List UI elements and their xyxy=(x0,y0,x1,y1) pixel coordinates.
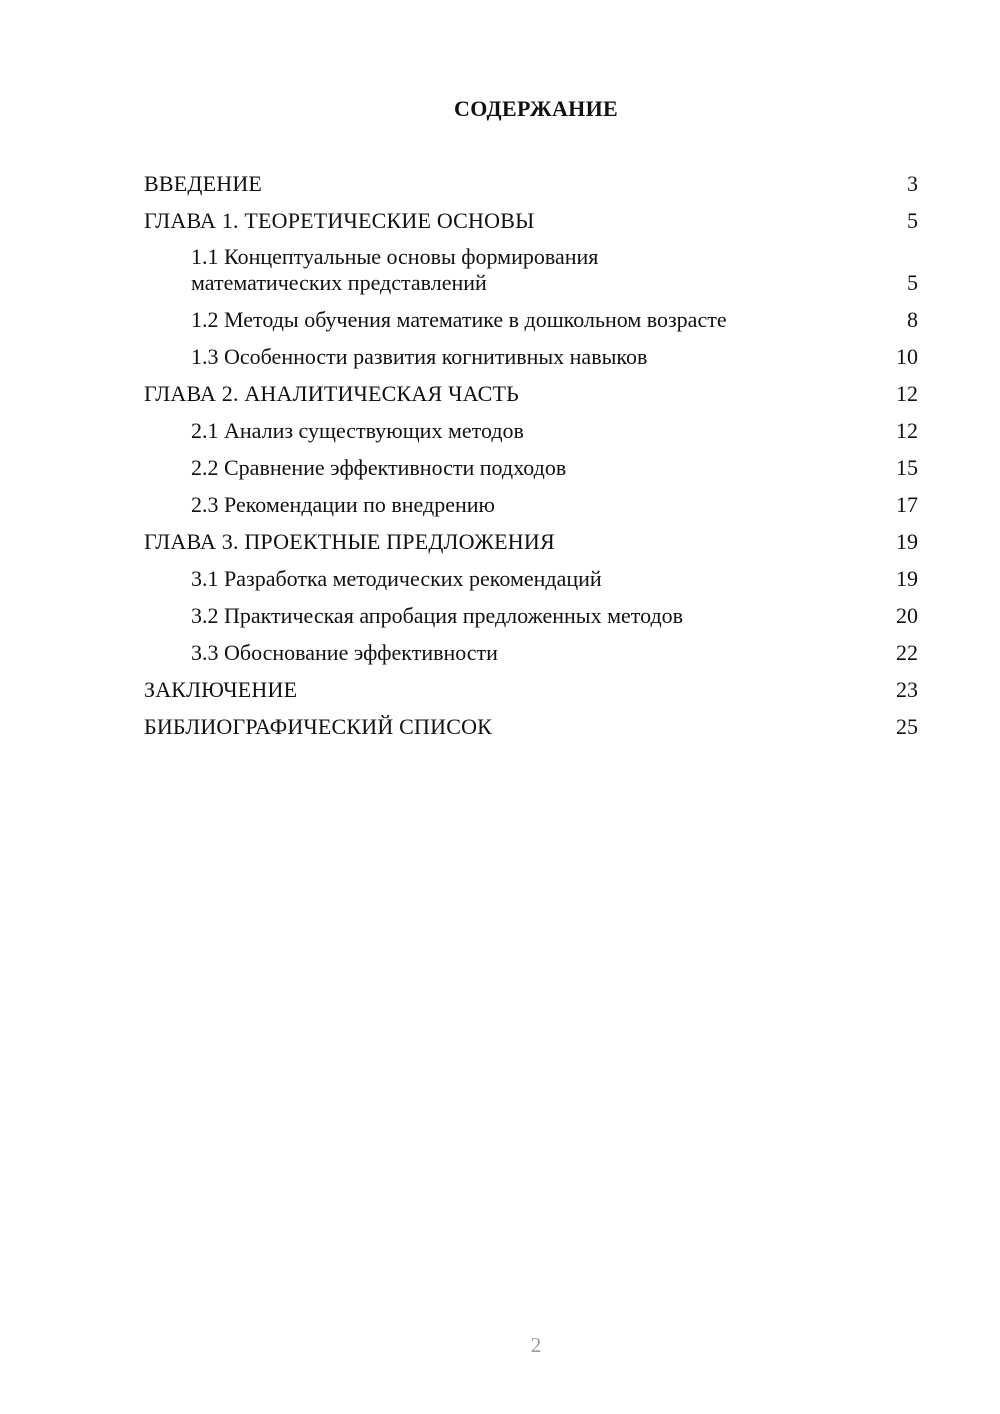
toc-entry-page: 22 xyxy=(896,640,918,665)
toc-entry-page: 17 xyxy=(896,492,918,517)
toc-entry-label: ГЛАВА 2. АНАЛИТИЧЕСКАЯ ЧАСТЬ xyxy=(144,381,519,406)
toc-entry-page: 12 xyxy=(896,418,918,443)
toc-entry-section-1-1[interactable] xyxy=(144,244,918,296)
toc-entry-introduction[interactable] xyxy=(144,170,918,197)
toc-entry-label-line-2: математических представлений xyxy=(191,270,487,295)
toc-entry-label: БИБЛИОГРАФИЧЕСКИЙ СПИСОК xyxy=(144,714,493,739)
toc-entry-page: 15 xyxy=(896,455,918,480)
toc-entry-chapter-2[interactable] xyxy=(144,380,918,407)
toc-entry-chapter-3[interactable] xyxy=(144,528,918,555)
toc-entry-page: 5 xyxy=(907,270,918,295)
toc-entry-page: 19 xyxy=(896,566,918,591)
toc-entry-label: ЗАКЛЮЧЕНИЕ xyxy=(144,677,298,702)
toc-entry-label xyxy=(191,244,888,296)
toc-entry-label: 1.2 Методы обучения математике в дошкольном возрасте xyxy=(191,307,727,332)
toc-entry-label: 2.3 Рекомендации по внедрению xyxy=(191,492,495,517)
toc-entry-page: 10 xyxy=(896,344,918,369)
toc-entry-page: 19 xyxy=(896,529,918,554)
toc-entry-label: 3.3 Обоснование эффективности xyxy=(191,640,498,665)
toc-entry-section-2-1[interactable] xyxy=(144,417,918,444)
toc-entry-page: 20 xyxy=(896,603,918,628)
toc-entry-section-3-3[interactable] xyxy=(144,639,918,666)
toc-entry-label-line-1: 1.1 Концептуальные основы формирования xyxy=(191,244,599,269)
toc-entry-section-1-2[interactable] xyxy=(144,306,918,333)
toc-entry-section-1-3[interactable] xyxy=(144,343,918,370)
toc-entry-page: 8 xyxy=(907,307,918,332)
toc-entry-label: 1.3 Особенности развития когнитивных навыков xyxy=(191,344,648,369)
toc-entry-label: 3.1 Разработка методических рекомендаций xyxy=(191,566,602,591)
page-number: 2 xyxy=(530,1333,542,1357)
toc-entry-chapter-1[interactable] xyxy=(144,207,918,234)
toc-entry-label: ГЛАВА 1. ТЕОРЕТИЧЕСКИЕ ОСНОВЫ xyxy=(144,208,535,233)
toc-entry-page: 23 xyxy=(896,677,918,702)
toc-entry-section-3-2[interactable] xyxy=(144,602,918,629)
page-title: СОДЕРЖАНИЕ xyxy=(454,96,618,121)
toc-entry-label: ВВЕДЕНИЕ xyxy=(144,171,263,196)
toc-entry-page: 5 xyxy=(907,208,918,233)
toc-entry-section-2-2[interactable] xyxy=(144,454,918,481)
toc-entry-section-2-3[interactable] xyxy=(144,491,918,518)
toc-entry-label: 2.1 Анализ существующих методов xyxy=(191,418,524,443)
toc-entry-page: 25 xyxy=(896,714,918,739)
toc-entry-label: 2.2 Сравнение эффективности подходов xyxy=(191,455,567,480)
toc-entry-section-3-1[interactable] xyxy=(144,565,918,592)
toc-entry-label: ГЛАВА 3. ПРОЕКТНЫЕ ПРЕДЛОЖЕНИЯ xyxy=(144,529,555,554)
toc-entry-conclusion[interactable] xyxy=(144,676,918,703)
toc-entry-page: 3 xyxy=(907,171,918,196)
toc-entry-bibliography[interactable] xyxy=(144,713,918,740)
toc-entry-label: 3.2 Практическая апробация предложенных методов xyxy=(191,603,684,628)
toc-entry-page: 12 xyxy=(896,381,918,406)
table-of-contents xyxy=(144,170,918,750)
